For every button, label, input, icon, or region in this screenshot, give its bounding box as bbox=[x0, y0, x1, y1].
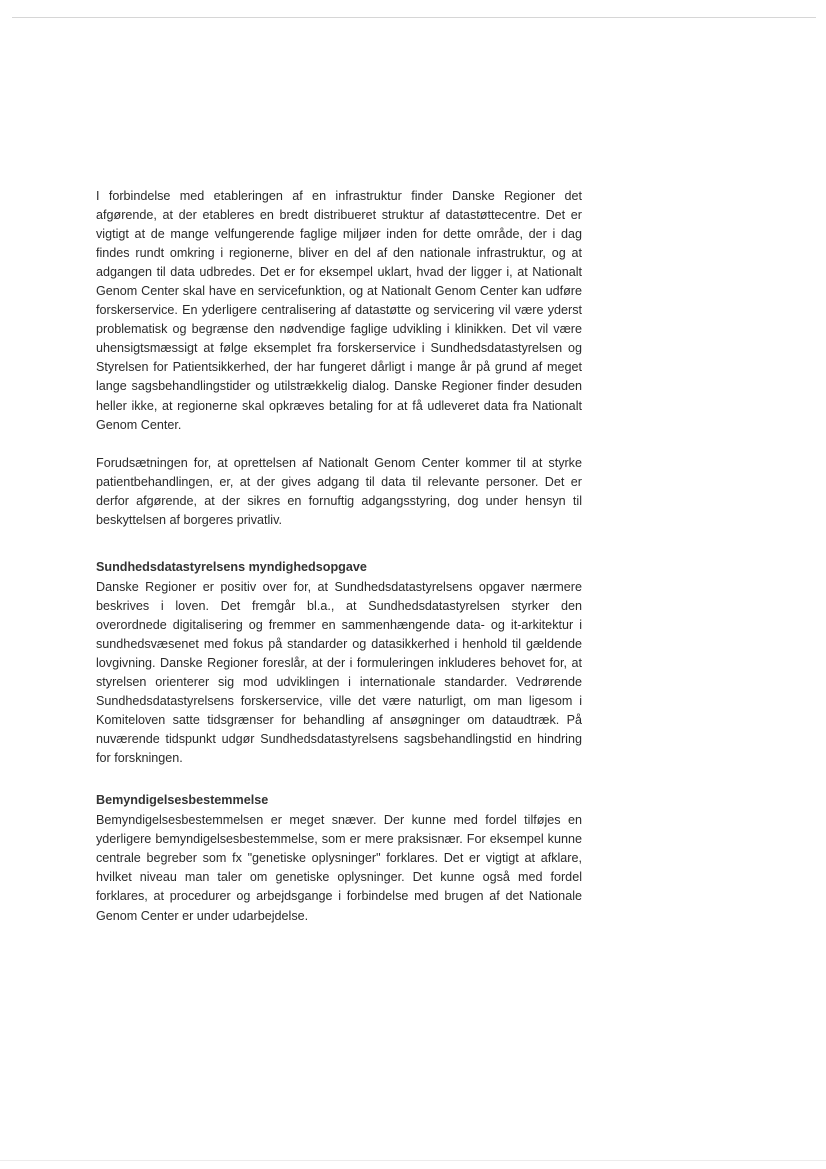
document-body bbox=[96, 187, 582, 926]
section-heading-bemyndigelse: Bemyndigelsesbestemmelse bbox=[96, 793, 269, 808]
bottom-scan-edge bbox=[0, 1160, 826, 1161]
paragraph-bemyndigelse: Bemyndigelsesbestemmelsen er meget snæver. Der kunne med fordel tilføjes en yderligere bemyndigelsesbestemmelse, som er mere praksisnær. For eksempel kunne centrale begreber som fx "genetiske oplysninger" forklares. Det er vigtigt at afklare, hvilket niveau man taler om genetiske oplysninger. Det kunne også med fordel forklares, at procedurer og arbejdsgange i forbindelse med brugen af det Nationale Genom Center er under udarbejdelse. bbox=[96, 813, 582, 923]
top-scan-edge bbox=[12, 17, 816, 18]
paragraph-infrastructure: I forbindelse med etableringen af en infrastruktur finder Danske Regioner det afgørende, at der etableres en bredt distribueret struktur af datastøttecentre. Det er vigtigt at de mange velfungerende faglige miljøer inden for dette område, der i dag findes rundt omkring i regionerne, bliver en del af den nationale infrastruktur, og at adgangen til data udbredes. Det er for eksempel uklart, hvad der ligger i, at Nationalt Genom Center skal have en servicefunktion, og at Nationalt Genom Center kan udføre forskerservice. En yderligere centralisering af datastøtte og servicering vil være yderst problematisk og begrænse den nødvendige faglige udvikling i klinikken. Det vil være uhensigtsmæssigt at følge eksemplet fra forskerservice i Sundhedsdatastyrelsen og Styrelsen for Patientsikkerhed, der har fungeret dårligt i mange år på grund af meget lange sagsbehandlingstider og utilstrækkelig dialog. Danske Regioner finder desuden heller ikke, at regionerne skal opkræves betaling for at få udleveret data fra Nationalt Genom Center. bbox=[96, 189, 582, 432]
paragraph-access: Forudsætningen for, at oprettelsen af Nationalt Genom Center kommer til at styrke patientbehandlingen, er, at der gives adgang til data til relevante personer. Det er derfor afgørende, at der sikres en fornuftig adgangsstyring, dog under hensyn til beskyttelsen af borgeres privatliv. bbox=[96, 455, 582, 527]
section-heading-myndighedsopgave: Sundhedsdatastyrelsens myndighedsopgave bbox=[96, 559, 367, 574]
paragraph-myndighedsopgave: Danske Regioner er positiv over for, at Sundhedsdatastyrelsens opgaver nærmere beskrives i loven. Det fremgår bl.a., at Sundhedsdatastyrelsen styrker den overordnede digitalisering og fremmer en sammenhængende data- og it-arkitektur i sundhedsvæsenet med fokus på standarder og datasikkerhed i henhold til gældende lovgivning. Danske Regioner foreslår, at der i formuleringen inkluderes behovet for, at styrelsen orienterer sig mod udviklingen i internationale standarder. Vedrørende Sundhedsdatastyrelsens forskerservice, ville det være naturligt, om man ligesom i Komiteloven satte tidsgrænser for behandling af ansøgninger om dataudtræk. På nuværende tidspunkt udgør Sundhedsdatastyrelsens sagsbehandlingstid en hindring for forskningen. bbox=[96, 579, 582, 766]
